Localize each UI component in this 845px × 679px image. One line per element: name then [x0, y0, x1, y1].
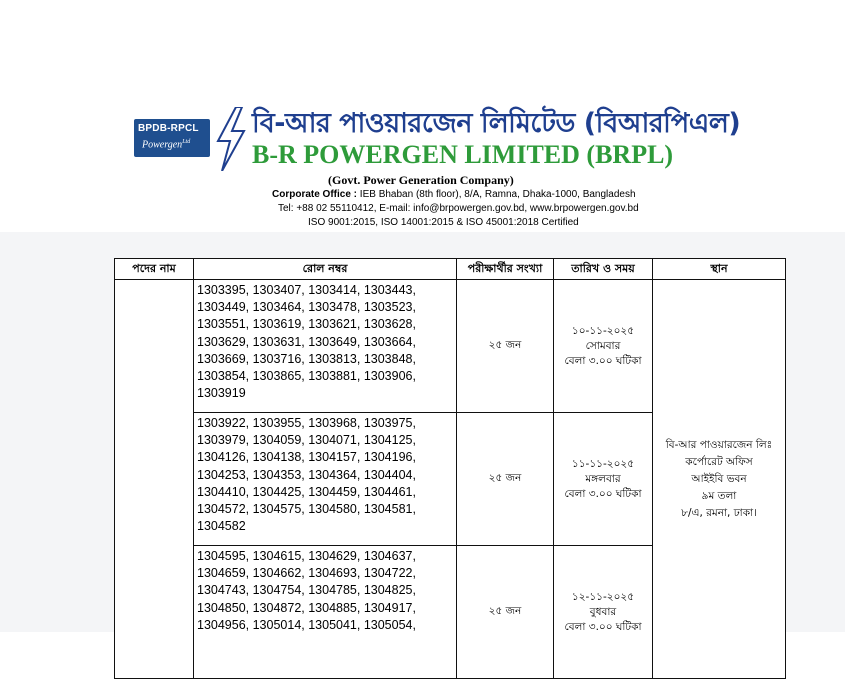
roll-line: 1303919	[197, 386, 246, 401]
exam-date: ১১-১১-২০২৫	[571, 457, 635, 470]
post-name-cell	[115, 280, 194, 679]
header-post-name: পদের নাম	[115, 259, 194, 280]
roll-line: 1303669, 1303716, 1303813, 1303848,	[197, 351, 416, 366]
table-header-row	[115, 259, 786, 280]
roll-line: 1303854, 1303865, 1303881, 1303906,	[197, 369, 416, 384]
letterhead	[128, 97, 741, 232]
roll-line: 1304126, 1304138, 1304157, 1304196,	[197, 450, 416, 465]
date-time-cell	[554, 546, 653, 679]
company-name-english: B-R POWERGEN LIMITED (BRPL)	[252, 140, 674, 169]
roll-line: 1304253, 1304353, 1304364, 1304404,	[197, 467, 416, 482]
venue-line: বি-আর পাওয়ারজেন লিঃ	[665, 438, 773, 451]
candidate-count-cell: ২৫ জন	[457, 280, 554, 413]
roll-line: 1304743, 1304754, 1304785, 1304825,	[197, 583, 416, 598]
candidate-count-cell: ২৫ জন	[457, 546, 554, 679]
roll-line: 1303629, 1303631, 1303649, 1303664,	[197, 334, 416, 349]
roll-line: 1304659, 1304662, 1304693, 1304722,	[197, 566, 416, 581]
venue-line: কর্পোরেট অফিস	[685, 455, 753, 468]
header-date-time: তারিখ ও সময়	[554, 259, 653, 280]
company-name-bengali: বি-আর পাওয়ারজেন লিমিটেড (বিআরপিএল)	[252, 108, 741, 139]
exam-schedule-table	[114, 258, 786, 679]
exam-time: বেলা ৩.০০ ঘটিকা	[564, 354, 642, 367]
exam-date: ১০-১১-২০২৫	[571, 324, 635, 337]
exam-time: বেলা ৩.০০ ঘটিকা	[564, 620, 642, 633]
logo-text-bottom: Powergen$^{Ltd}$	[142, 139, 191, 151]
roll-line: 1303922, 1303955, 1303968, 1303975,	[197, 416, 416, 430]
header-roll-number: রোল নম্বর	[194, 259, 457, 280]
venue-line: ৮/এ, রমনা, ঢাকা।	[681, 506, 757, 519]
roll-line: 1304850, 1304872, 1304885, 1304917,	[197, 600, 416, 615]
venue-line: আইইবি ভবন	[691, 472, 747, 485]
exam-date: ১২-১১-২০২৫	[571, 590, 635, 603]
roll-numbers-cell	[194, 546, 457, 679]
header-venue: স্থান	[653, 259, 786, 280]
roll-line: 1303551, 1303619, 1303621, 1303628,	[197, 317, 416, 332]
company-logo	[134, 119, 210, 157]
corporate-address: Corporate Office : IEB Bhaban (8th floor), 8/A, Ramna, Dhaka-1000, Bangladesh	[272, 189, 636, 200]
header-candidate-count: পরীক্ষার্থীর সংখ্যা	[457, 259, 554, 280]
roll-numbers-cell	[194, 413, 457, 546]
contact-line: Tel: +88 02 55110412, E-mail: info@brpowergen.gov.bd, www.brpowergen.gov.bd	[278, 203, 639, 214]
exam-day: সোমবার	[585, 339, 621, 352]
roll-numbers-cell	[194, 280, 457, 413]
table-row	[115, 280, 786, 413]
candidate-count-cell: ২৫ জন	[457, 413, 554, 546]
venue-line: ৯ম তলা	[701, 489, 737, 502]
exam-day: বুধবার	[589, 605, 617, 618]
exam-time: বেলা ৩.০০ ঘটিকা	[564, 487, 642, 500]
venue-cell	[653, 280, 786, 679]
date-time-cell	[554, 280, 653, 413]
roll-line: 1303979, 1304059, 1304071, 1304125,	[197, 433, 416, 448]
roll-line: 1304582	[197, 519, 246, 534]
roll-line: 1303395, 1303407, 1303414, 1303443,	[197, 283, 416, 297]
date-time-cell	[554, 413, 653, 546]
roll-line: 1303449, 1303464, 1303478, 1303523,	[197, 300, 416, 315]
company-subtitle: (Govt. Power Generation Company)	[328, 173, 514, 187]
iso-certification: ISO 9001:2015, ISO 14001:2015 & ISO 45001:2018 Certified	[308, 217, 579, 228]
exam-day: মঙ্গলবার	[585, 472, 621, 485]
roll-line: 1304595, 1304615, 1304629, 1304637,	[197, 549, 416, 563]
roll-line: 1304572, 1304575, 1304580, 1304581,	[197, 502, 416, 517]
roll-line: 1304956, 1305014, 1305041, 1305054,	[197, 617, 416, 632]
logo-text-top: BPDB-RPCL	[138, 123, 199, 134]
roll-line: 1304410, 1304425, 1304459, 1304461,	[197, 484, 416, 499]
lightning-bolt-icon	[214, 107, 248, 171]
